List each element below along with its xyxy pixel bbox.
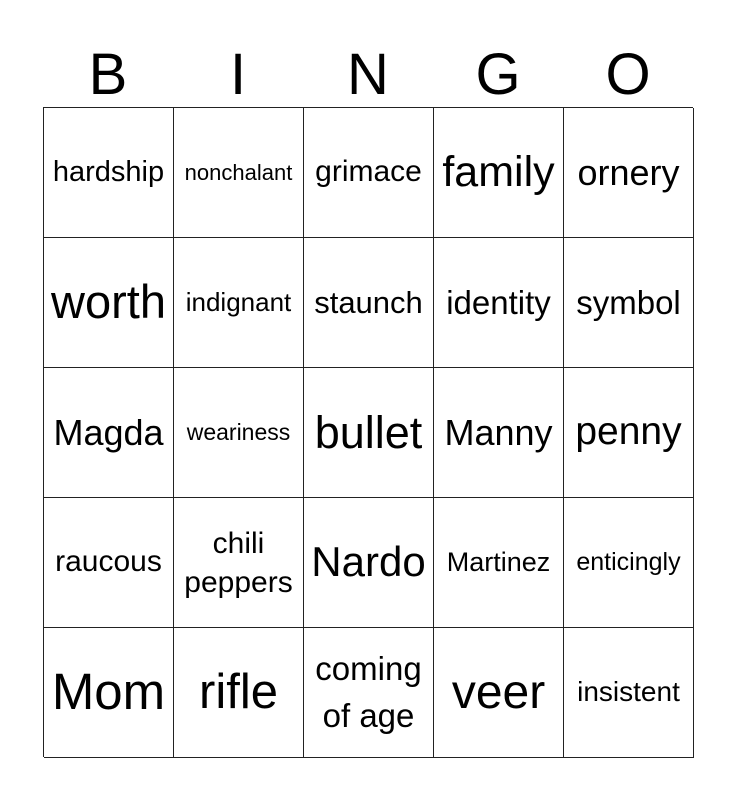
- bingo-cell[interactable]: Mom: [44, 628, 174, 758]
- bingo-cell[interactable]: Magda: [44, 368, 174, 498]
- bingo-cell[interactable]: Nardo: [304, 498, 434, 628]
- bingo-cell[interactable]: grimace: [304, 108, 434, 238]
- bingo-cell[interactable]: Martinez: [434, 498, 564, 628]
- bingo-cell[interactable]: chili peppers: [174, 498, 304, 628]
- bingo-cell[interactable]: veer: [434, 628, 564, 758]
- bingo-cell[interactable]: rifle: [174, 628, 304, 758]
- header-letter-g: G: [475, 42, 521, 107]
- bingo-cell[interactable]: identity: [434, 238, 564, 368]
- bingo-cell[interactable]: worth: [44, 238, 174, 368]
- header-letter-n: N: [347, 42, 389, 107]
- bingo-card: [43, 107, 693, 757]
- bingo-cell[interactable]: indignant: [174, 238, 304, 368]
- header-letter-o: O: [605, 42, 651, 107]
- bingo-cell[interactable]: bullet: [304, 368, 434, 498]
- bingo-cell[interactable]: insistent: [564, 628, 694, 758]
- bingo-cell[interactable]: penny: [564, 368, 694, 498]
- bingo-header: [43, 40, 693, 110]
- header-letter-i: I: [229, 42, 247, 107]
- header-letter-b: B: [88, 42, 128, 107]
- bingo-cell[interactable]: family: [434, 108, 564, 238]
- bingo-cell[interactable]: symbol: [564, 238, 694, 368]
- bingo-cell[interactable]: coming of age: [304, 628, 434, 758]
- bingo-cell[interactable]: weariness: [174, 368, 304, 498]
- bingo-cell[interactable]: enticingly: [564, 498, 694, 628]
- bingo-cell[interactable]: Manny: [434, 368, 564, 498]
- bingo-cell[interactable]: ornery: [564, 108, 694, 238]
- bingo-cell[interactable]: staunch: [304, 238, 434, 368]
- bingo-cell[interactable]: raucous: [44, 498, 174, 628]
- bingo-cell[interactable]: nonchalant: [174, 108, 304, 238]
- bingo-cell[interactable]: hardship: [44, 108, 174, 238]
